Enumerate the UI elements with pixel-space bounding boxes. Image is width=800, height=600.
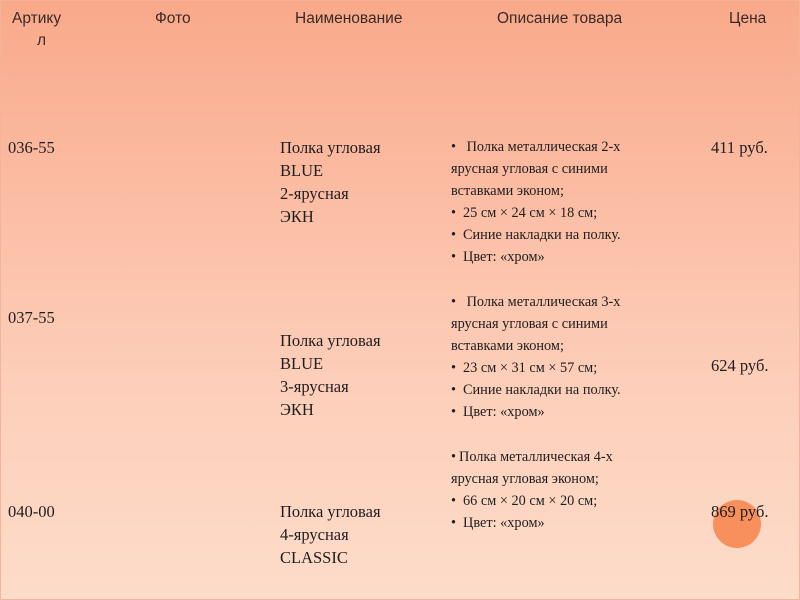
row1-name-line: 2-ярусная bbox=[280, 184, 349, 203]
description-line bbox=[451, 379, 713, 401]
description-text: Синие накладки на полку. bbox=[463, 227, 621, 243]
description-line: вставками эконом; bbox=[451, 183, 564, 199]
description-text: Цвет: «хром» bbox=[463, 515, 545, 531]
bullet-icon: • bbox=[451, 360, 457, 376]
description-line: ярусная угловая с синими bbox=[451, 316, 608, 332]
bullet-icon: • bbox=[451, 294, 457, 310]
description-line bbox=[451, 357, 713, 379]
row2-name-line: ЭКН bbox=[280, 400, 314, 419]
row1-name-line: BLUE bbox=[280, 161, 324, 180]
description-text: 25 см × 24 см × 18 см; bbox=[463, 205, 598, 221]
row2-description bbox=[451, 291, 713, 423]
description-text: Полка металлическая 4-х bbox=[459, 449, 613, 465]
description-line bbox=[451, 202, 713, 224]
row3-name-line: CLASSIC bbox=[280, 548, 348, 567]
row2-name-line: BLUE bbox=[280, 354, 324, 373]
row1-name-line: Полка угловая bbox=[280, 138, 381, 157]
header-price: Цена bbox=[729, 10, 767, 27]
bullet-icon: • bbox=[451, 515, 457, 531]
row1-name-line: ЭКН bbox=[280, 207, 314, 226]
description-text: Цвет: «хром» bbox=[463, 404, 545, 420]
header-description: Описание товара bbox=[497, 10, 623, 27]
description-line bbox=[451, 512, 713, 534]
row1-name bbox=[280, 136, 381, 228]
bullet-icon: • bbox=[451, 249, 457, 265]
row2-name-line: Полка угловая bbox=[280, 331, 381, 350]
bullet-icon: • bbox=[451, 205, 457, 221]
bullet-icon: • bbox=[451, 382, 457, 398]
row2-price: 624 руб. bbox=[711, 356, 769, 375]
header-article-line1: Артику bbox=[12, 10, 62, 27]
header-article-line2: л bbox=[37, 32, 47, 49]
header-photo: Фото bbox=[155, 10, 191, 27]
bullet-icon: • bbox=[451, 449, 457, 465]
description-text: Цвет: «хром» bbox=[463, 249, 545, 265]
description-line bbox=[451, 224, 713, 246]
row1-price: 411 руб. bbox=[711, 138, 768, 157]
description-line bbox=[451, 291, 713, 313]
row2-name-line: 3-ярусная bbox=[280, 377, 349, 396]
description-line bbox=[451, 401, 713, 423]
description-text: 23 см × 31 см × 57 см; bbox=[463, 360, 598, 376]
bullet-icon: • bbox=[451, 493, 457, 509]
description-text: Полка металлическая 2-х bbox=[463, 139, 621, 155]
header-name: Наименование bbox=[295, 10, 403, 27]
row3-name-line: Полка угловая bbox=[280, 502, 381, 521]
description-text: Синие накладки на полку. bbox=[463, 382, 621, 398]
description-line: ярусная угловая эконом; bbox=[451, 471, 599, 487]
bullet-icon: • bbox=[451, 404, 457, 420]
row2-article: 037-55 bbox=[8, 308, 55, 327]
row3-article: 040-00 bbox=[8, 502, 55, 521]
row1-article: 036-55 bbox=[8, 138, 55, 157]
description-line: ярусная угловая с синими bbox=[451, 161, 608, 177]
row3-description bbox=[451, 446, 713, 534]
row2-name bbox=[280, 329, 381, 421]
description-line bbox=[451, 246, 713, 268]
header-article bbox=[12, 8, 61, 52]
row3-name bbox=[280, 500, 381, 569]
description-line: вставками эконом; bbox=[451, 338, 564, 354]
row1-description bbox=[451, 136, 713, 268]
bullet-icon: • bbox=[451, 139, 457, 155]
description-text: 66 см × 20 см × 20 см; bbox=[463, 493, 598, 509]
description-text: Полка металлическая 3-х bbox=[463, 294, 621, 310]
description-line bbox=[451, 446, 713, 468]
description-line bbox=[451, 136, 713, 158]
row3-price: 869 руб. bbox=[711, 502, 769, 521]
bullet-icon: • bbox=[451, 227, 457, 243]
row3-name-line: 4-ярусная bbox=[280, 525, 349, 544]
description-line bbox=[451, 490, 713, 512]
